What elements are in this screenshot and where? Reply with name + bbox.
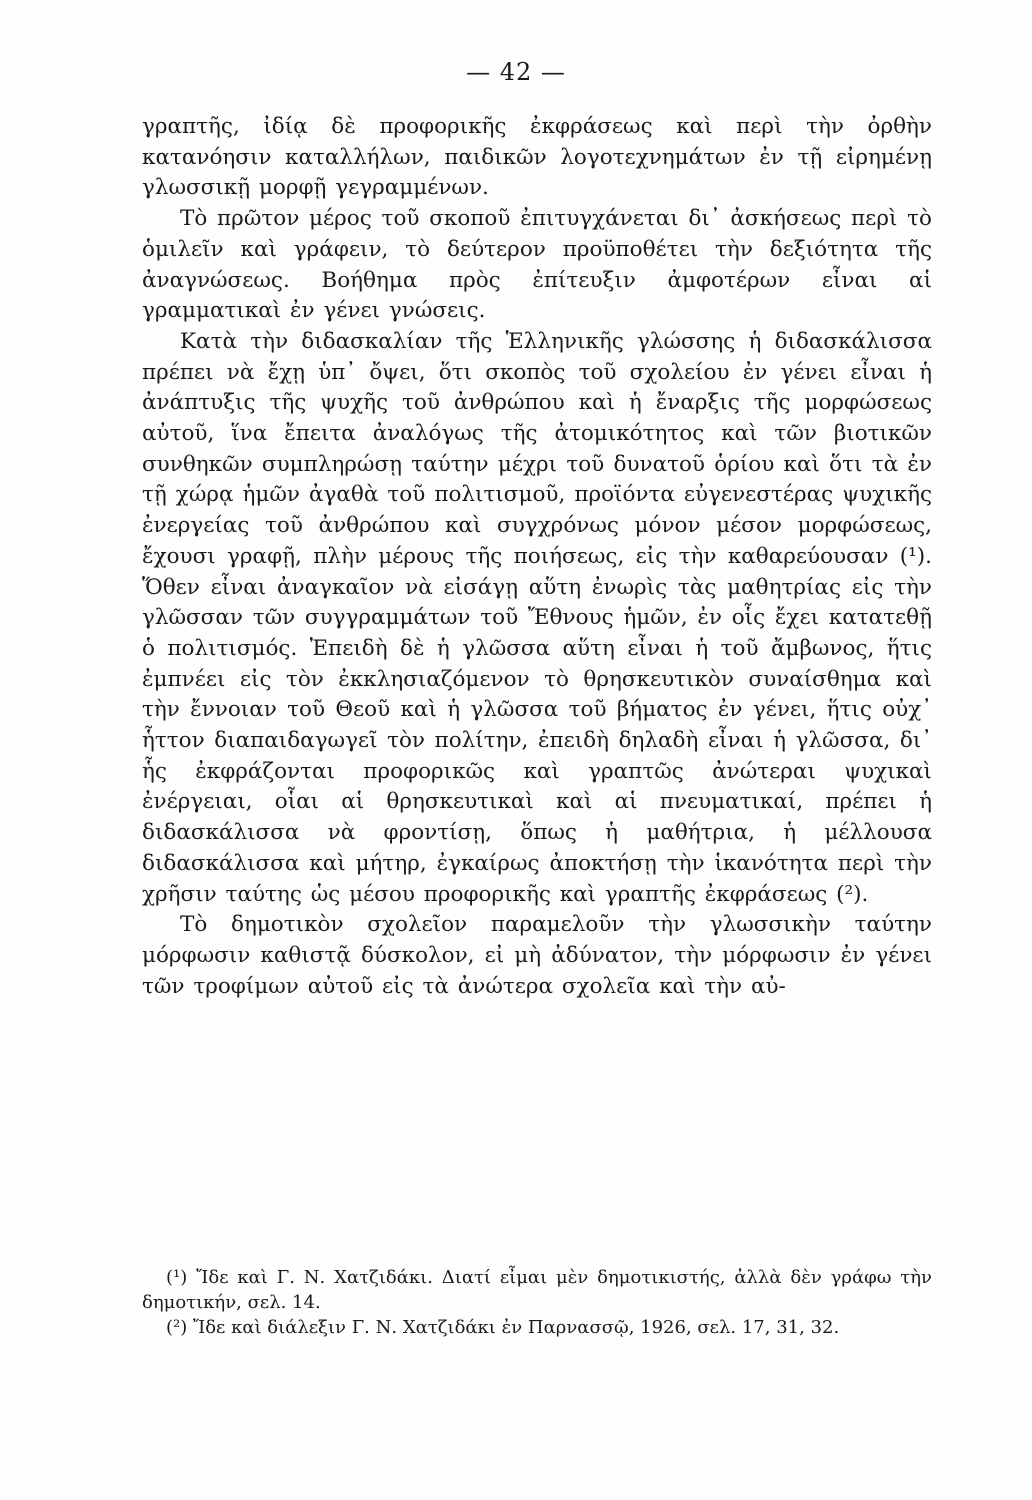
footnote-1: (¹) Ἴδε καὶ Γ. Ν. Χατζιδάκι. Διατί εἶμαι μὲν δημοτικιστής, ἀλλὰ δὲν γράφω τὴν δημοτικήν, σελ. 14.: [142, 1267, 932, 1313]
footnote-2: (²) Ἴδε καὶ διάλεξιν Γ. Ν. Χατζιδάκι ἐν Παρνασσῷ, 1926, σελ. 17, 31, 32.: [166, 1317, 840, 1338]
paragraph-continuation: γραπτῆς, ἰδίᾳ δὲ προφορικῆς ἐκφράσεως καὶ περὶ τὴν ὀρθὴν κατανόησιν καταλλήλων, παιδικῶν λογοτεχνημάτων ἐν τῇ εἰρημένῃ γλωσσικῇ μορφῇ γεγραμμένων.: [142, 114, 932, 201]
paragraph: Τὸ δημοτικὸν σχολεῖον παραμελοῦν τὴν γλωσσικὴν ταύτην μόρφωσιν καθιστᾷ δύσκολον, εἰ μὴ ἀδύνατον, τὴν μόρφωσιν ἐν γένει τῶν τροφίμων αὐτοῦ εἰς τὰ ἀνώτερα σχολεῖα καὶ τὴν αὐ-: [142, 912, 932, 999]
footnotes: [142, 1265, 932, 1340]
paragraph: Τὸ πρῶτον μέρος τοῦ σκοποῦ ἐπιτυγχάνεται δι᾽ ἀσκήσεως περὶ τὸ ὁμιλεῖν καὶ γράφειν, τὸ δεύτερον προϋποθέτει τὴν δεξιότητα τῆς ἀναγνώσεως. Βοήθημα πρὸς ἐπίτευξιν ἀμφοτέρων εἶναι αἱ γραμματικαὶ ἐν γένει γνώσεις.: [142, 206, 932, 324]
main-text: [142, 112, 932, 1002]
paragraph: Κατὰ τὴν διδασκαλίαν τῆς Ἑλληνικῆς γλώσσης ἡ διδασκάλισσα πρέπει νὰ ἔχῃ ὑπ᾽ ὄψει, ὅτι σκοπὸς τοῦ σχολείου ἐν γένει εἶναι ἡ ἀνάπτυξις τῆς ψυχῆς τοῦ ἀνθρώπου καὶ ἡ ἔναρξις τῆς μορφώσεως αὐτοῦ, ἵνα ἔπειτα ἀναλόγως τῆς ἀτομικότητος καὶ τῶν βιοτικῶν συνθηκῶν συμπληρώσῃ ταύτην μέχρι τοῦ δυνατοῦ ὁρίου καὶ ὅτι τὰ ἐν τῇ χώρᾳ ἡμῶν ἀγαθὰ τοῦ πολιτισμοῦ, προϊόντα εὐγενεστέρας ψυχικῆς ἐνεργείας τοῦ ἀνθρώπου καὶ συγχρόνως μόνον μέσον μορφώσεως, ἔχουσι γραφῇ, πλὴν μέρους τῆς ποιήσεως, εἰς τὴν καθαρεύουσαν (¹). Ὅθεν εἶναι ἀναγκαῖον νὰ εἰσάγῃ αὕτη ἐνωρὶς τὰς μαθητρίας εἰς τὴν γλῶσσαν τῶν συγγραμμάτων τοῦ Ἔθνους ἡμῶν, ἐν οἷς ἔχει κατατεθῇ ὁ πολιτισμός. Ἐπειδὴ δὲ ἡ γλῶσσα αὕτη εἶναι ἡ τοῦ ἄμβωνος, ἥτις ἐμπνέει εἰς τὸν ἐκκλησιαζόμενον τὸ θρησκευτικὸν συναίσθημα καὶ τὴν ἔννοιαν τοῦ Θεοῦ καὶ ἡ γλῶσσα τοῦ βήματος ἐν γένει, ἥτις οὐχ᾽ ἧττον διαπαιδαγωγεῖ τὸν πολίτην, ἐπειδὴ δηλαδὴ εἶναι ἡ γλῶσσα, δι᾽ ἧς ἐκφράζονται προφορικῶς καὶ γραπτῶς ἀνώτεραι ψυχικαὶ ἐνέργειαι, οἷαι αἱ θρησκευτικαὶ καὶ αἱ πνευματικαί, πρέπει ἡ διδασκάλισσα νὰ φροντίσῃ, ὅπως ἡ μαθήτρια, ἡ μέλλουσα διδασκάλισσα καὶ μήτηρ, ἐγκαίρως ἀποκτήσῃ τὴν ἱκανότητα περὶ τὴν χρῆσιν ταύτης ὡς μέσου προφορικῆς καὶ γραπτῆς ἐκφράσεως (²).: [142, 328, 932, 907]
page-number: — 42 —: [466, 58, 566, 86]
